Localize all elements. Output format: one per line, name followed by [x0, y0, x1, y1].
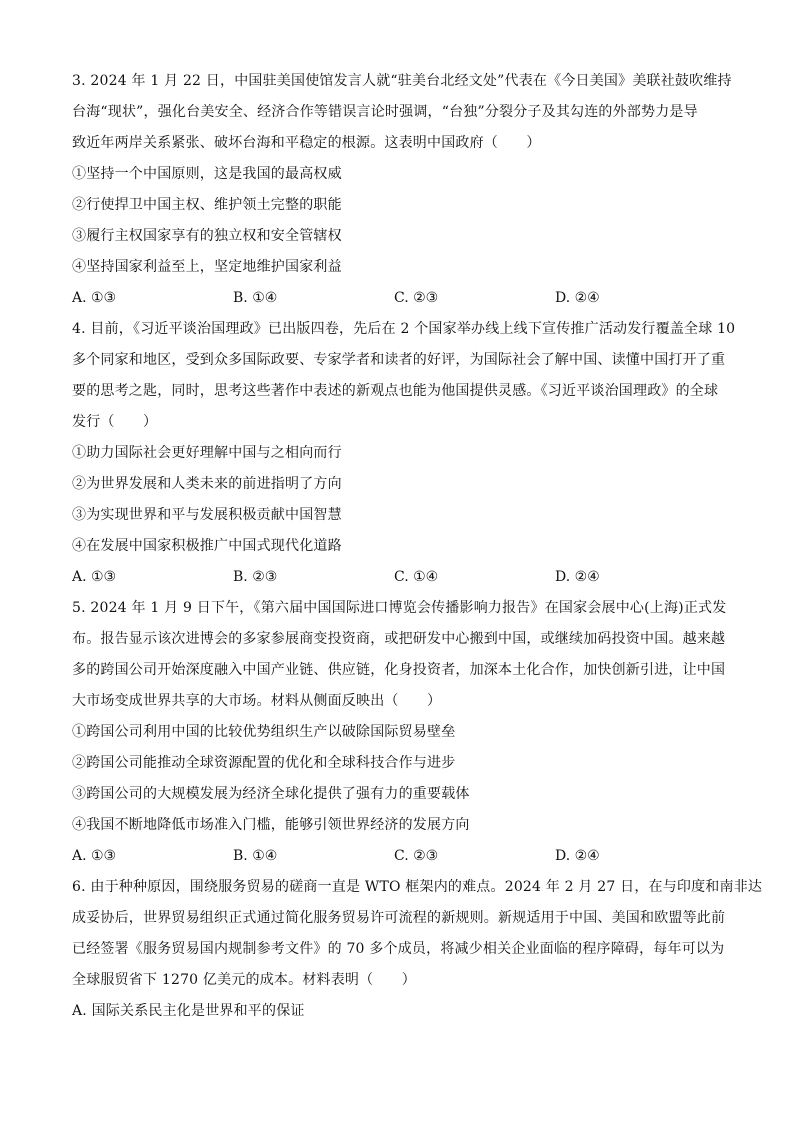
option-c: C. ①④ [394, 569, 439, 585]
option-b: B. ②③ [233, 569, 278, 585]
option-d: D. ②④ [555, 290, 600, 306]
question-stem-line: 3. 2024 年 1 月 22 日，中国驻美国使馆发言人就“驻美台北经文处”代表在《今日美国》美联社鼓吹维持 [72, 73, 732, 89]
statement-item: ②跨国公司能推动全球资源配置的优化和全球科技合作与进步 [72, 755, 456, 771]
question-stem-line: 发行（ ） [72, 414, 158, 430]
option-d: D. ②④ [555, 569, 600, 585]
question-4 [72, 314, 736, 593]
exam-page [72, 66, 763, 1027]
question-stem-line: 5. 2024 年 1 月 9 日下午，《第六届中国国际进口博览会传播影响力报告》在国家会展中心(上海)正式发 [72, 600, 727, 616]
option-c: C. ②③ [394, 848, 439, 864]
option-a: A. ①③ [72, 848, 117, 864]
question-stem-line: 成妥协后，世界贸易组织正式通过简化服务贸易许可流程的新规则。新规适用于中国、美国和欧盟等此前 [72, 910, 726, 926]
option-a: A. ①③ [72, 290, 117, 306]
question-stem-line: 大市场变成世界共享的大市场。材料从侧面反映出（ ） [72, 693, 442, 709]
statement-item: ③跨国公司的大规模发展为经济全球化提供了强有力的重要载体 [72, 786, 470, 802]
question-stem-line: 多的跨国公司开始深度融入中国产业链、供应链，化身投资者，加深本土化合作，加快创新引进，让中国 [72, 662, 726, 678]
statement-item: ②行使捍卫中国主权、维护领土完整的职能 [72, 197, 342, 213]
statement-item: ③为实现世界和平与发展积极贡献中国智慧 [72, 507, 342, 523]
statement-item: ④我国不断地降低市场准入门槛，能够引领世界经济的发展方向 [72, 817, 470, 833]
question-stem-line: 4. 目前，《习近平谈治国理政》已出版四卷，先后在 2 个国家举办线上线下宣传推广活动发行覆盖全球 10 [72, 321, 736, 337]
answer-options [72, 283, 722, 314]
option-b: B. ①④ [233, 290, 278, 306]
question-stem-line: 6. 由于种种原因，围绕服务贸易的磋商一直是 WTO 框架内的难点。2024 年 2 月 27 日，在与印度和南非达 [72, 879, 763, 895]
question-6 [72, 872, 763, 1027]
option-c: C. ②③ [394, 290, 439, 306]
question-5 [72, 593, 727, 872]
question-stem-line: 布。报告显示该次进博会的多家参展商变投资商，或把研发中心搬到中国，或继续加码投资中国。越来越 [72, 631, 726, 647]
question-stem-line: 全球服贸省下 1270 亿美元的成本。材料表明（ ） [72, 972, 416, 988]
question-stem-line: 台海“现状”，强化台美安全、经济合作等错误言论时强调，“台独”分裂分子及其勾连的外部势力是导 [72, 104, 698, 120]
question-stem-line: 致近年两岸关系紧张、破坏台海和平稳定的根源。这表明中国政府（ ） [72, 135, 541, 151]
question-3 [72, 66, 732, 314]
statement-item: ④在发展中国家积极推广中国式现代化道路 [72, 538, 342, 554]
statement-item: ④坚持国家利益至上，坚定地维护国家利益 [72, 259, 342, 275]
option-a: A. ①③ [72, 569, 117, 585]
option-a: A. 国际关系民主化是世界和平的保证 [72, 1003, 305, 1019]
statement-item: ①跨国公司利用中国的比较优势组织生产以破除国际贸易壁垒 [72, 724, 456, 740]
statement-item: ③履行主权国家享有的独立权和安全管辖权 [72, 228, 342, 244]
question-stem-line: 已经签署《服务贸易国内规制参考文件》的 70 多个成员，将减少相关企业面临的程序障碍，每年可以为 [72, 941, 725, 957]
statement-item: ①助力国际社会更好理解中国与之相向而行 [72, 445, 342, 461]
answer-options [72, 562, 722, 593]
question-stem-line: 要的思考之匙，同时，思考这些著作中表述的新观点也能为他国提供灵感。《习近平谈治国理政》的全球 [72, 383, 719, 399]
answer-options [72, 841, 722, 872]
option-b: B. ①④ [233, 848, 278, 864]
question-stem-line: 多个同家和地区，受到众多国际政要、专家学者和读者的好评，为国际社会了解中国、读懂中国打开了重 [72, 352, 726, 368]
statement-item: ②为世界发展和人类未来的前进指明了方向 [72, 476, 342, 492]
statement-item: ①坚持一个中国原则，这是我国的最高权威 [72, 166, 342, 182]
option-d: D. ②④ [555, 848, 600, 864]
